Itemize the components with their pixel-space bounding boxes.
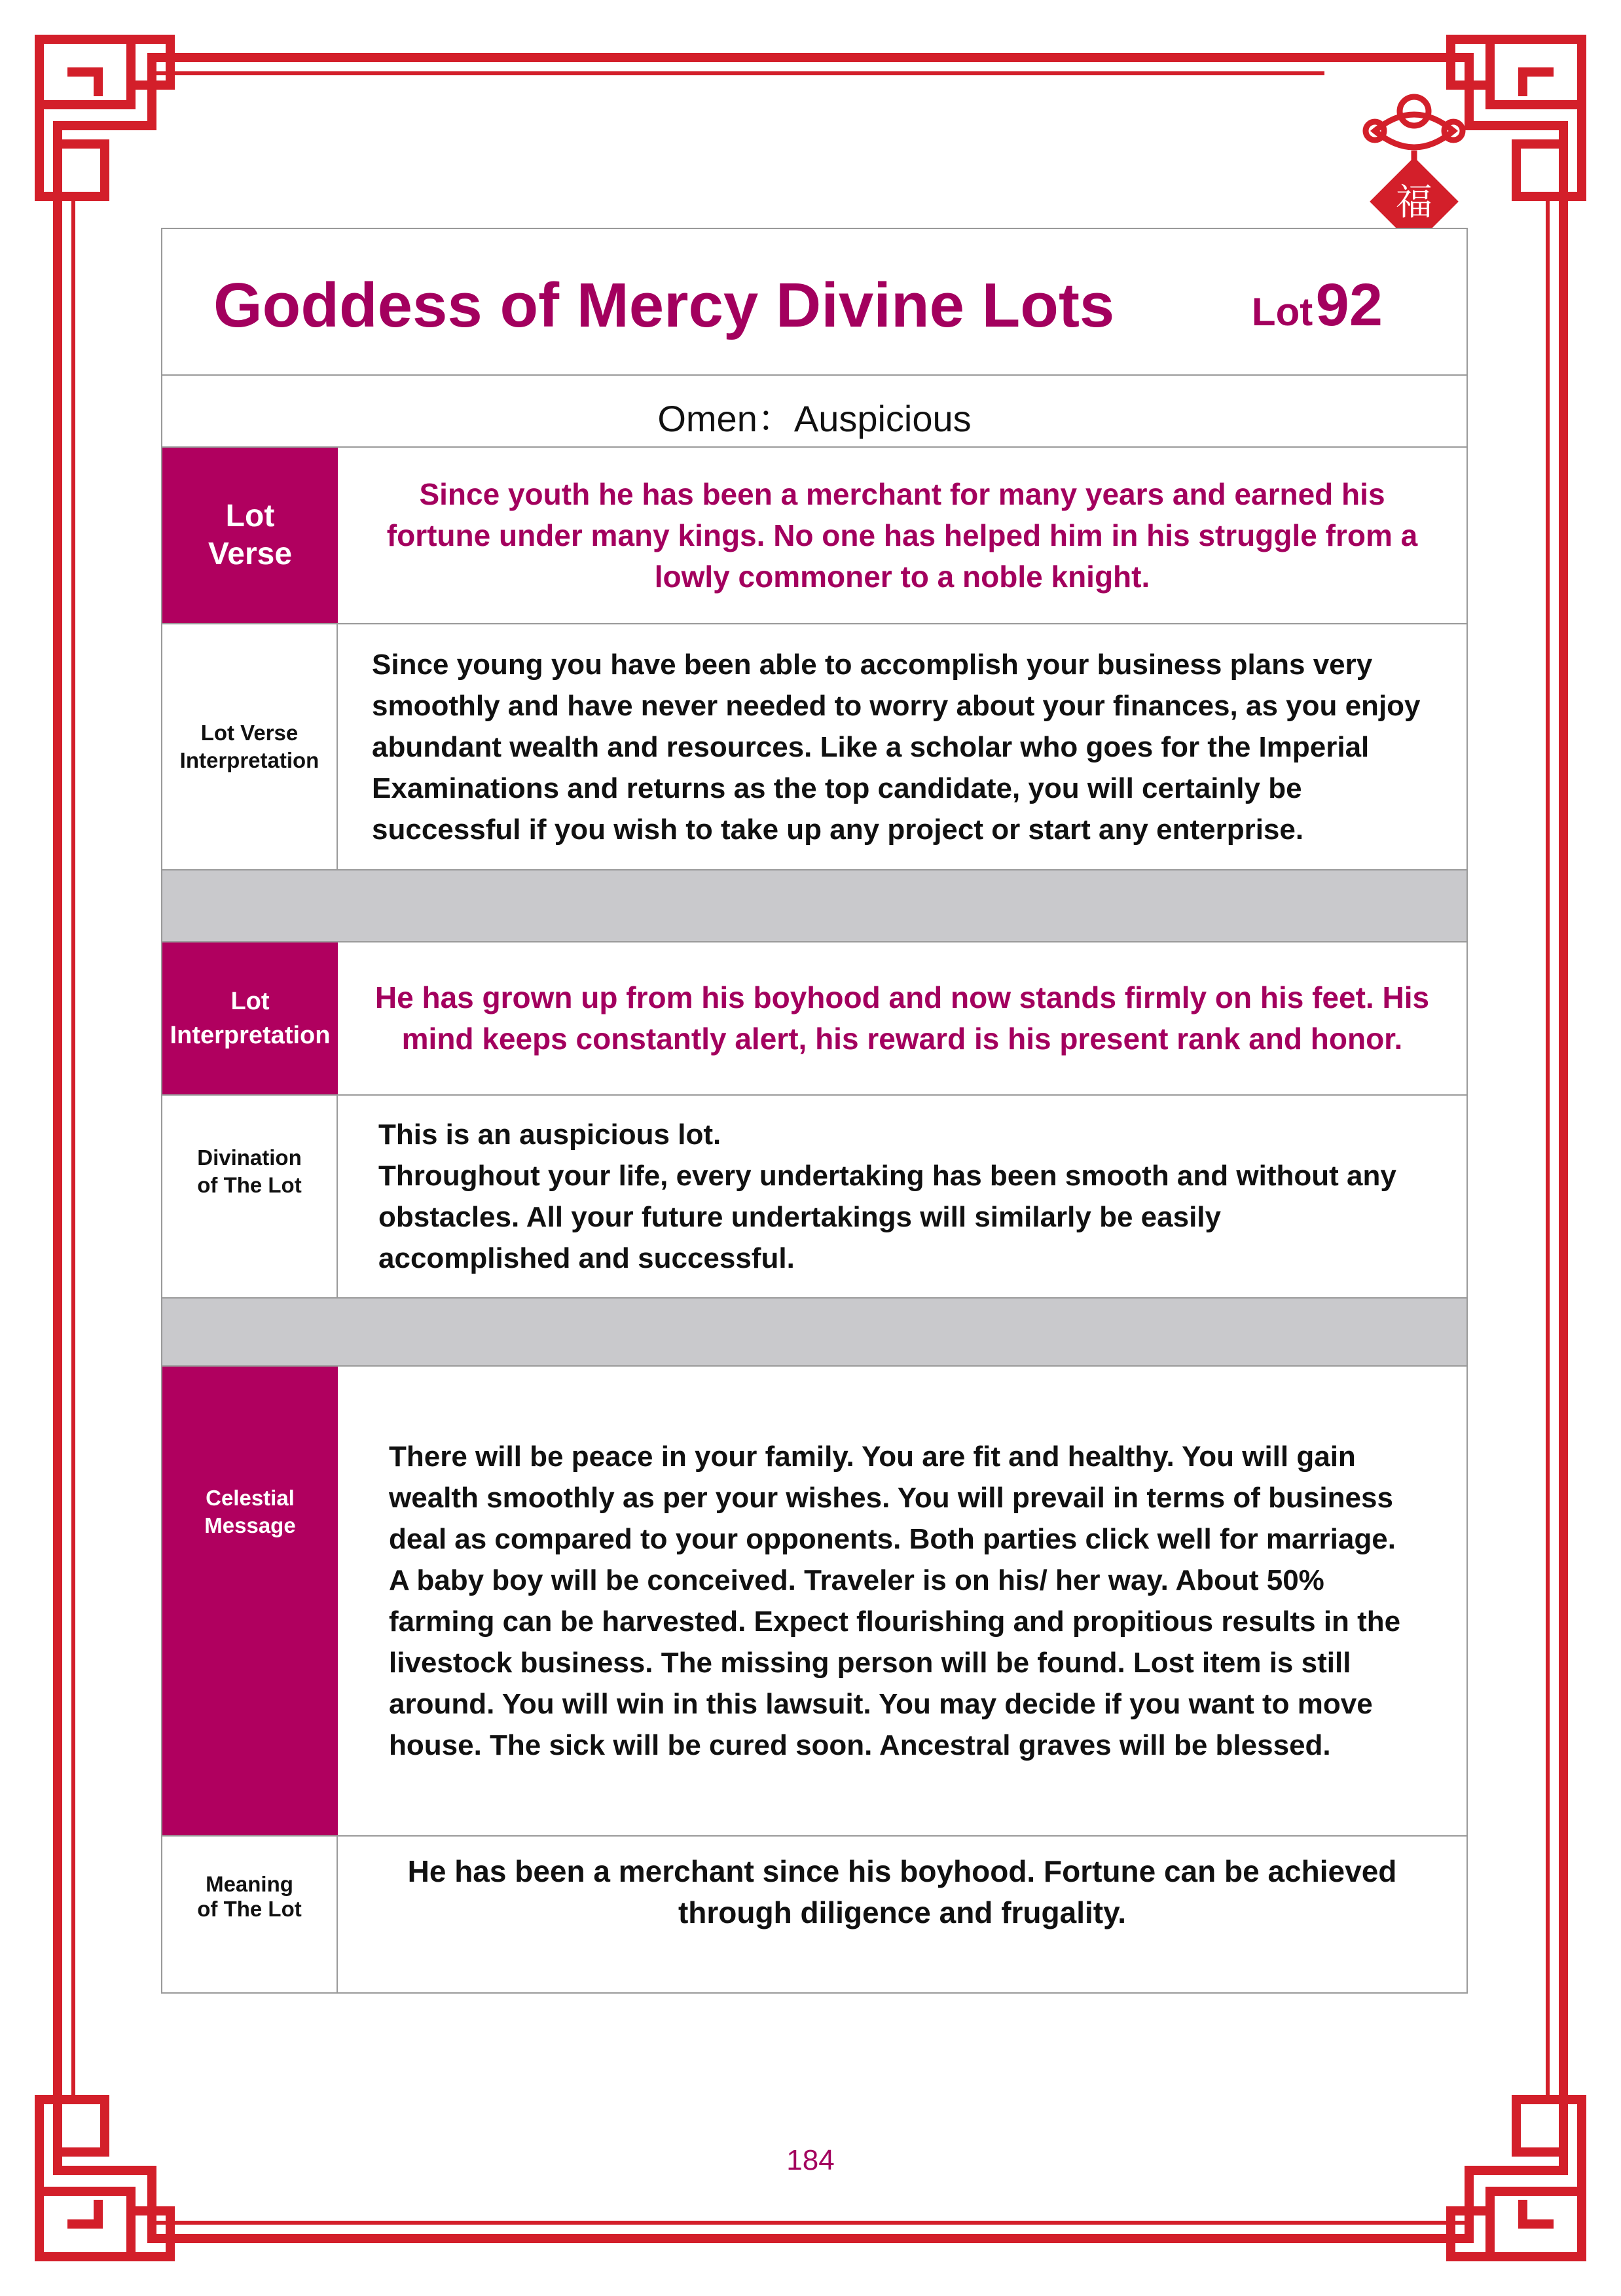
lot-number-block [1252,271,1383,340]
meaning-row [161,1835,1468,1994]
label-line: Verse [208,537,293,571]
lot-label: Lot [1251,290,1313,334]
divination-text [378,1114,1414,1279]
divination-line-1: This is an auspicious lot. [378,1119,721,1151]
omen-row [161,374,1468,448]
label-line: Divination [197,1145,302,1170]
label-line: Celestial [206,1486,295,1510]
celestial-message-label [162,1367,338,1835]
verse-interpretation-text: Since young you have been able to accomplish your business plans very smoothly and have never needed to worry about your finances, as you enjoy abundant wealth and resources. Like a scholar who goes for the Imperial Examinations and returns as the top candidate, you will certainly be successful if you wish to take up any project or start any enterprise. [372,648,1421,846]
lot-verse-text: Since youth he has been a merchant for many years and earned his fortune under many kings. No one has helped him in his struggle from a lowly commoner to a noble knight. [386,476,1418,594]
label-line: of The Lot [197,1897,302,1921]
lot-interpretation-row [161,941,1468,1096]
omen-text: Omen：Auspicious [657,398,972,439]
label-line: Message [204,1513,296,1537]
lot-interpretation-text: He has grown up from his boyhood and now stands firmly on his feet. His mind keeps constantly alert, his reward is his present rank and honor. [374,980,1430,1056]
lot-number: 92 [1315,272,1383,338]
verse-interpretation-row [161,623,1468,870]
verse-interpretation-label [162,624,338,869]
lot-interpretation-label [162,942,338,1094]
celestial-message-row [161,1365,1468,1837]
lot-verse-row [161,446,1468,624]
label-line: Meaning [206,1872,293,1896]
label-line: Interpretation [179,748,319,772]
label-line: Lot [230,988,270,1015]
label-line: Interpretation [170,1022,331,1049]
page-number: 184 [786,2144,835,2176]
page-title: Goddess of Mercy Divine Lots [213,270,1115,340]
divination-label [162,1096,338,1297]
divination-row [161,1094,1468,1299]
label-line: Lot Verse [200,721,299,745]
knot-character: 福 [1396,181,1432,224]
celestial-message-text: There will be peace in your family. You are fit and healthy. You will gain wealth smoothly as per your wishes. You will prevail in terms of business deal as compared to your opponents. Both parties click well for marriage. A baby boy will be conceived. Traveler is on his/ her way. About 50% farming can be harvested. Expect flourishing and propitious results in the livestock business. The missing person will be found. Lost item is still around. You will win in this lawsuit. You may decide if you want to move house. The sick will be cured soon. Ancestral graves will be blessed. [389,1441,1401,1761]
grey-separator [161,869,1468,942]
label-line: Lot [225,499,275,533]
divination-line-2: Throughout your life, every undertaking has been smooth and without any obstacles. All your future undertakings will similarly be easily accomplished and successful. [378,1160,1396,1274]
grey-separator [161,1297,1468,1367]
lot-verse-label [162,448,338,623]
label-line: of The Lot [197,1173,302,1197]
title-row [161,228,1468,376]
meaning-text: He has been a merchant since his boyhood. Fortune can be achieved through diligence and frugality. [407,1854,1397,1929]
meaning-label [162,1837,338,1992]
